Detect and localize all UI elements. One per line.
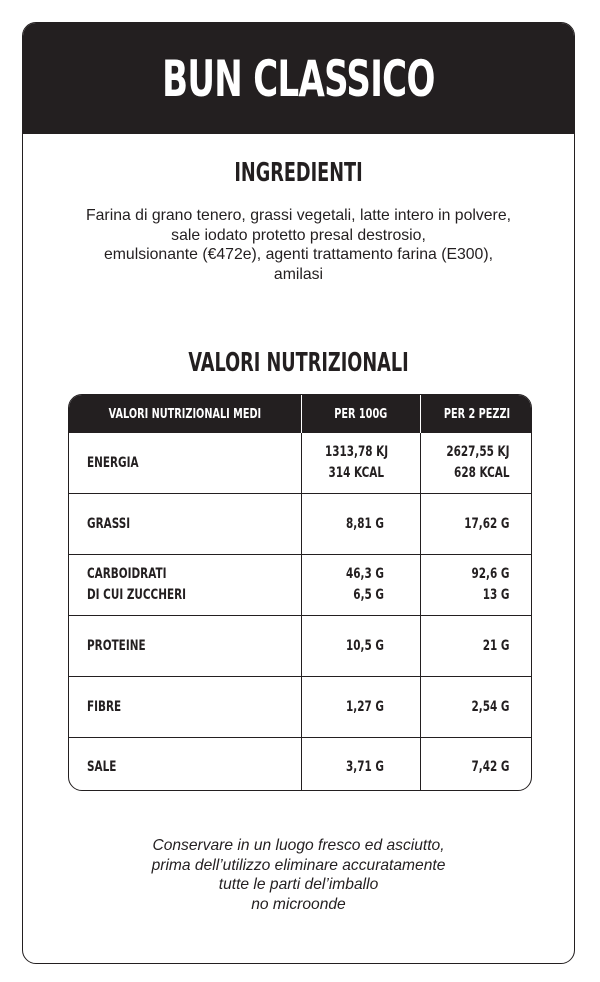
value-per-2-pieces	[420, 555, 532, 616]
nutrient-label	[69, 677, 301, 738]
product-title: BUN CLASSICO	[162, 49, 435, 108]
value-line: 46,3 G	[345, 566, 384, 582]
column-header-per-100g	[301, 395, 420, 433]
value-per-2-pieces	[420, 433, 532, 494]
value-per-100g	[301, 555, 420, 616]
value-per-2-pieces	[420, 616, 532, 677]
table-row-proteine	[69, 616, 532, 677]
value-line: 21 G	[482, 637, 509, 654]
value-per-2-pieces	[420, 494, 532, 555]
value-line: 13 G	[482, 587, 509, 603]
value-per-100g	[301, 433, 420, 494]
value-line: 2,54 G	[471, 698, 509, 715]
column-header-label: PER 100G	[334, 405, 387, 422]
nutrition-table	[69, 395, 532, 791]
value-per-100g	[301, 616, 420, 677]
ingredients-line: emulsionante (€472e), agenti trattamento farina (E300),	[103, 246, 493, 263]
nutrient-label	[69, 616, 301, 677]
nutrient-label-line: FIBRE	[87, 698, 122, 715]
nutrient-label-line: CARBOIDRATI	[87, 566, 167, 582]
nutrient-label-line: PROTEINE	[87, 637, 146, 654]
value-line: 3,71 G	[345, 758, 384, 775]
nutrition-table-frame	[68, 394, 532, 791]
storage-line: Conservare in un luogo fresco ed asciutto,	[152, 837, 445, 854]
value-per-2-pieces	[420, 677, 532, 738]
table-row-fibre	[69, 677, 532, 738]
nutrient-label-line: ENERGIA	[87, 454, 139, 471]
value-line: 8,81 G	[345, 515, 384, 532]
ingredients-list	[43, 206, 554, 284]
nutrient-label-line: SALE	[87, 758, 117, 775]
column-header-label: VALORI NUTRIZIONALI MEDI	[108, 405, 262, 422]
ingredients-heading: INGREDIENTI	[234, 158, 363, 188]
column-header-label: PER 2 PEZZI	[443, 405, 510, 422]
value-line: 314 KCAL	[328, 465, 384, 481]
value-line: 10,5 G	[345, 637, 384, 654]
storage-instructions	[43, 836, 554, 914]
title-banner	[23, 23, 574, 134]
storage-line: tutte le parti del’imballo	[218, 876, 379, 893]
value-line: 2627,55 KJ	[445, 444, 509, 460]
ingredients-line: Farina di grano tenero, grassi vegetali, latte intero in polvere,	[86, 207, 511, 224]
table-header-row	[69, 395, 532, 433]
nutrition-heading: VALORI NUTRIZIONALI	[188, 348, 409, 378]
nutrient-label	[69, 738, 301, 792]
value-line: 92,6 G	[471, 566, 509, 582]
table-row-carboidrati	[69, 555, 532, 616]
nutrient-label	[69, 494, 301, 555]
table-row-grassi	[69, 494, 532, 555]
nutrient-label-line: GRASSI	[87, 515, 131, 532]
value-line: 628 KCAL	[453, 465, 509, 481]
nutrient-label	[69, 433, 301, 494]
column-header-nutrient	[69, 395, 301, 433]
column-header-per-2-pieces	[420, 395, 532, 433]
table-row-sale	[69, 738, 532, 792]
value-per-100g	[301, 494, 420, 555]
value-line: 1,27 G	[345, 698, 384, 715]
value-line: 7,42 G	[471, 758, 509, 775]
nutrient-label-line: DI CUI ZUCCHERI	[87, 587, 187, 603]
product-label-card	[22, 22, 575, 964]
ingredients-line: sale iodato protetto presal destrosio,	[171, 226, 426, 244]
ingredients-line: amilasi	[273, 265, 324, 283]
value-line: 17,62 G	[463, 515, 509, 532]
value-per-100g	[301, 677, 420, 738]
storage-line: prima dell’utilizzo eliminare accuratamente	[151, 856, 446, 874]
value-line: 6,5 G	[352, 587, 384, 603]
storage-line: no microonde	[251, 895, 346, 913]
value-per-2-pieces	[420, 738, 532, 792]
nutrient-label	[69, 555, 301, 616]
table-row-energia	[69, 433, 532, 494]
value-line: 1313,78 KJ	[324, 444, 388, 460]
value-per-100g	[301, 738, 420, 792]
